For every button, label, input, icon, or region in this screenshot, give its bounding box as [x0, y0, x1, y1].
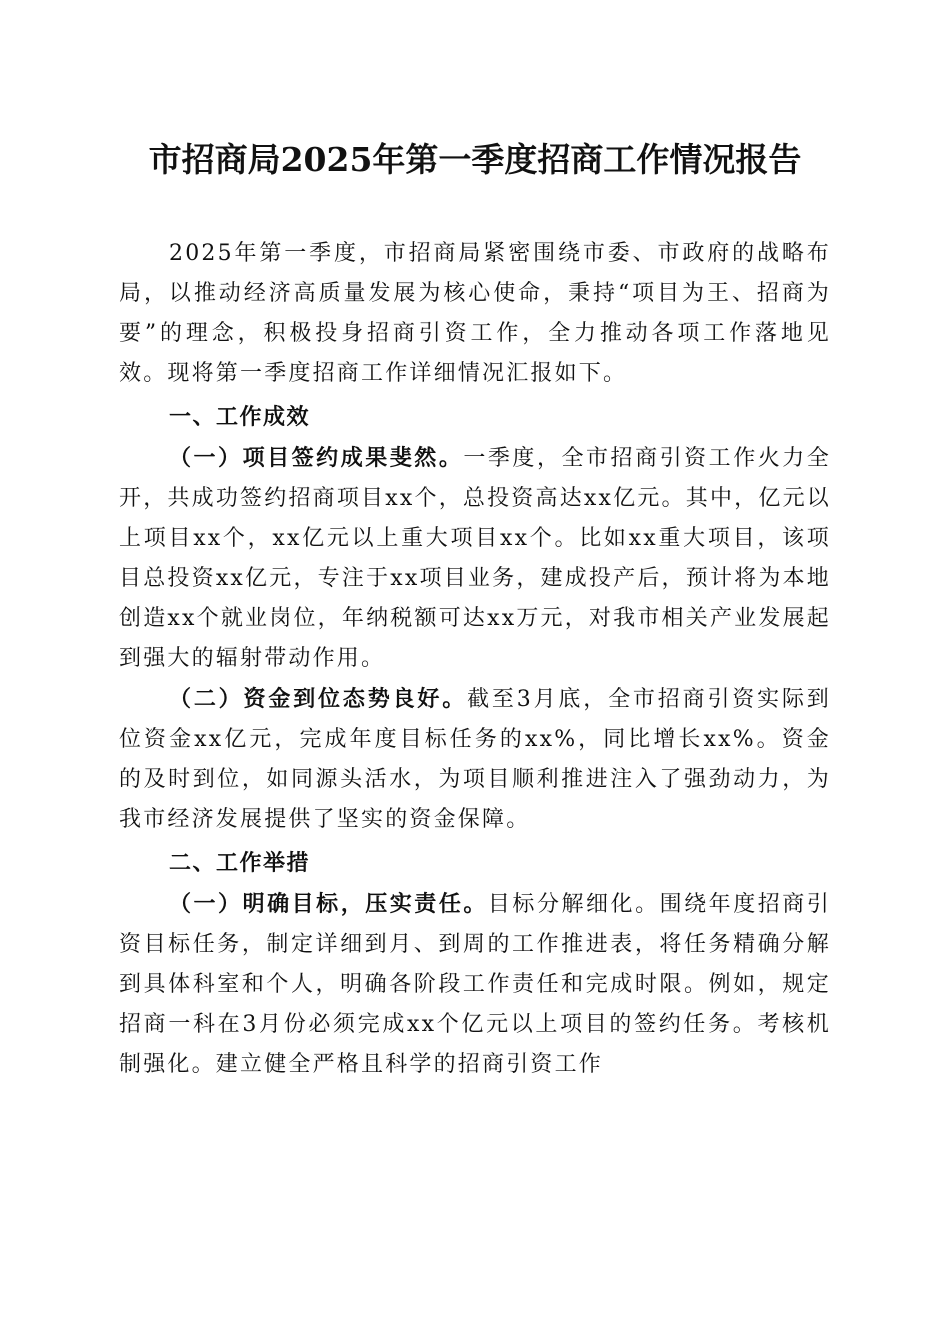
- document-title: 市招商局2025年第一季度招商工作情况报告: [148, 140, 802, 179]
- paragraph-text: 截至3月底，全市招商引资实际到位资金xx亿元，完成年度目标任务的xx%，同比增长xx%。资金的及时到位，如同源头活水，为项目顺利推进注入了强劲动力，为我市经济发展提供了坚实的资金保障。: [119, 687, 831, 832]
- paragraph-lead: （一）项目签约成果斐然。: [169, 445, 464, 471]
- section-heading-results: 一、工作成效: [169, 405, 311, 430]
- paragraph-lead: （一）明确目标，压实责任。: [169, 891, 488, 917]
- paragraph-targets: [119, 884, 831, 1085]
- paragraph-lead: （二）资金到位态势良好。: [169, 686, 468, 712]
- paragraph-funding: [119, 679, 831, 840]
- paragraph-text: 目标分解细化。围绕年度招商引资目标任务，制定详细到月、到周的工作推进表，将任务精确分解到具体科室和个人，明确各阶段工作责任和完成时限。例如，规定招商一科在3月份必须完成xx个亿元以上项目的签约任务。考核机制强化。建立健全严格且科学的招商引资工作: [119, 892, 831, 1077]
- intro-paragraph: 2025年第一季度，市招商局紧密围绕市委、市政府的战略布局，以推动经济高质量发展为核心使命，秉持“项目为王、招商为要”的理念，积极投身招商引资工作，全力推动各项工作落地见效。现将第一季度招商工作详细情况汇报如下。: [119, 241, 831, 386]
- paragraph-text: 一季度，全市招商引资工作火力全开，共成功签约招商项目xx个，总投资高达xx亿元。其中，亿元以上项目xx个，xx亿元以上重大项目xx个。比如xx重大项目，该项目总投资xx亿元，专注于xx项目业务，建成投产后，预计将为本地创造xx个就业岗位，年纳税额可达xx万元，对我市相关产业发展起到强大的辐射带动作用。: [119, 446, 831, 671]
- paragraph-project-signing: [119, 438, 831, 679]
- section-heading-measures: 二、工作举措: [169, 851, 311, 876]
- document-body: [119, 234, 831, 1085]
